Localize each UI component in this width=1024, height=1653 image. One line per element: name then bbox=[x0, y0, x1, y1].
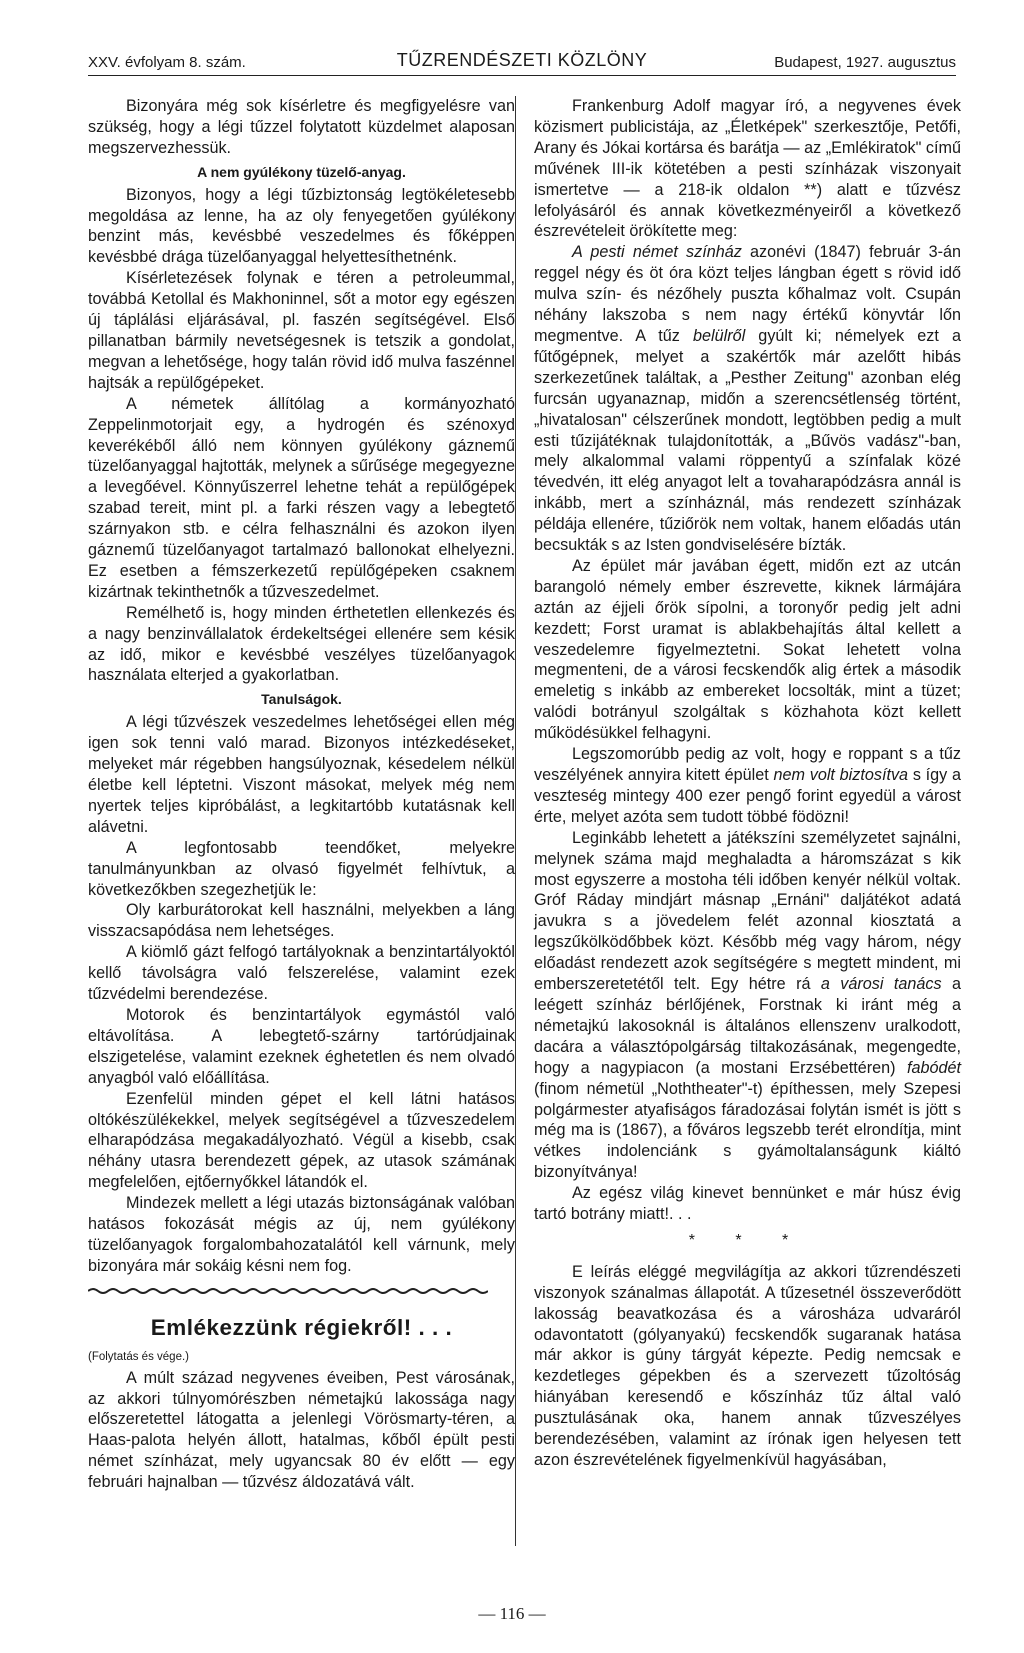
paragraph: Az egész világ kinevet bennünket e már húsz évig tartó botrány miatt!. . . bbox=[534, 1184, 961, 1224]
issue-number: XXV. évfolyam 8. szám. bbox=[88, 54, 246, 71]
paragraph-quote bbox=[534, 744, 961, 828]
text-run: azonévi (1847) február 3-án reggel négy és öt óra közt teljes lángban égett s rövid idő mulva szín- és nézőhely puszta kőhalmaz volt. Csupán néhány lakszoba s nem nagy értékű könyvtár lőn megmentve. A tűz bbox=[534, 243, 961, 345]
section-title: Emlékezzünk régiekről! . . . bbox=[150, 1314, 453, 1340]
paragraph: Bizonyos, hogy a légi tűzbiztonság legtökéletesebb megoldása az lenne, ha az oly fenyegetően gyúlékony benzint más, kevésbbé veszedelmes és főképpen kevésbbé drága tüzelőanyaggal helyettesíthetnénk. bbox=[88, 185, 515, 267]
left-column bbox=[88, 96, 515, 1493]
italic-text: nem volt biztosítva bbox=[773, 766, 909, 784]
wavy-divider bbox=[88, 1287, 515, 1295]
paragraph: A legfontosabb teendőket, melyekre tanulmányunkban az olvasó figyelmét felhívtuk, a következőkben szegezhetjük le: bbox=[88, 838, 515, 899]
paragraph: Bizonyára még sok kísérletre és megfigyelésre van szükség, hogy a légi tűzzel folytatott küzdelmet alaposan megszervezhessük. bbox=[88, 97, 515, 157]
right-column bbox=[534, 96, 961, 1471]
text-run: Legszomorúbb pedig az volt, hogy e roppant s a tűz veszélyének annyira kitett épület bbox=[534, 745, 961, 784]
text-run: a leégett színház bérlőjének, Forstnak ki iránt még a németajkú lakosoknál is általános ellenszenv uralkodott, dacára a választópolgárság tiltakozásának, megengedte, hogy a nagypiacon (a mostani Erzsébettéren) bbox=[534, 975, 962, 1077]
text-run: (finom németül „Noththeater"-t) építhessen, mely Szepesi polgármester atyafiságos fáradozásai folytán ismét is jött s még ma is (1867), a főváros legszebb terét elrondítja, mint vétkes indolenciánk s gyámoltalanságunk kiáltó bizonyítványa! bbox=[534, 1079, 961, 1182]
paragraph: Mindezek mellett a légi utazás biztonságának valóban hatásos fokozását mégis az új, nem gyúlékony tüzelőanyagok forgalombahozatalától kell várnunk, mely bizonyára már sokáig késni nem fog. bbox=[88, 1194, 515, 1275]
paragraph: Motorok és benzintartályok egymástól való eltávolítása. A lebegtető-szárny tartórúdjainak elszigetelése, valamint ezeknek éghetetlen és nem olvadó anyagból való előállítása. bbox=[88, 1005, 515, 1087]
paragraph: Remélhető is, hogy minden érthetetlen ellenkezés és a nagy benzinvállalatok érdekeltségei ellenére sem késik az idő, mikor e kevésbbé veszélyes tüzelőanyagok használata elterjed a gyakorlatban. bbox=[88, 603, 515, 685]
section-break-stars: * * * bbox=[688, 1231, 807, 1249]
paragraph: E leírás eléggé megvilágítja az akkori tűzrendészeti viszonyok szánalmas állapotát. A tűzesetnél összeverődött lakosság beavatkozása és a városháza udvaráról odavontatott (gólyanyakú) fecskendők sugaranak hatása már akkor is gúny tárgyát képezte. Pedig nemcsak e kezdetleges gépekben és a szervezett tűzoltóság hiányában keresendő e kőszínház tűz által való pusztulásának oka, hanem annak tűzveszélyes berendezésében, valamint az írónak igen helyesen tett azon észrevételének figyelmenkívül hagyásában, bbox=[534, 1262, 961, 1469]
text-run: Leginkább lehetett a játékszíni személyzetet sajnálni, melynek száma majd meghaladta a háromszázat s kik most egyszerre a mostoha téli időben kenyér nélkül voltak. Gróf Ráday mindjárt másnap „Ernáni" daljátékot adatá javukra s a jövedelem felét azonnal kiosztatá a legszűkölködőbbek közt. Később még vagy három, négy előadást rendezett azok segítségére s megtett mindent, mi emberszeretetétől telt. Egy hétre rá bbox=[534, 828, 961, 994]
paragraph: Frankenburg Adolf magyar író, a negyvenes évek közismert publicistája, az „Életképek" szerkesztője, Petőfi, Arany és Jókai kortársa és barátja — az „Emlékiratok" című művének III-ik kötetében a pesti színházak viszonyait ismertetve — a 218-ik oldalon **) alatt e tűzvész lefolyásáról és annak következményeiről a következő észrevételeit örökítette meg: bbox=[534, 97, 961, 241]
paragraph: Ezenfelül minden gépet el kell látni hatásos oltókészülékekkel, melyek segítségével a tűzveszedelem elharapódzása megakadályozható. Végül a kisebb, csak néhány utasra berendezett gépek, az utasok számának megfelelően, ejtőernyőkkel látandók el. bbox=[88, 1089, 515, 1192]
paragraph-quote bbox=[534, 828, 961, 1183]
paragraph: Az épület már javában égett, midőn ezt az utcán barangoló némely ember észrevette, kiknek lármájára aztán az éjjeli őrök sípolni, a toronyőr pedig jelt adni kezdett; Forst uramat is ablakbehajítás által kellett a veszedelemre figyelmeztetni. Sokat lehetett volna megmenteni, de a városi fecskendők alig értek a második emeletig s inkább az embereket locsolták, mint a tüzet; valódi botrányul szolgáltak s közhahota közt kellett működésükkel felhagyni. bbox=[534, 556, 961, 743]
paragraph: A kiömlő gázt felfogó tartályoknak a benzintartályoktól kellő távolságra való felszerelése, valamint ezek tűzvédelmi berendezése. bbox=[88, 943, 515, 1004]
page-number: — 116 — bbox=[478, 1604, 546, 1623]
paragraph: Kísérletezések folynak e téren a petroleummal, továbbá Ketollal és Makhoninnel, sőt a motor egy egészen új táplálási eljárásával, pl. faszén segítségével. Első pillanatban bármily nevetségesnek is tetszik a gondolat, megvan a lehetősége, hogy talán rövid idő mulva faszénnel hajtsák a repülőgépeket. bbox=[88, 269, 515, 392]
subheading: Tanulságok. bbox=[261, 691, 342, 708]
paragraph: A múlt század negyvenes éveiben, Pest városának, az akkori túlnyomórészben németajkú lakossága nagy előszeretettel látogatta a jelenlegi Vörösmarty-téren, a Haas-palota helyén állott, hatalmas, kőből épült pesti német színházat, mely ugyancsak 80 év előtt — egy februári hajnalban — tűzvész áldozatává vált. bbox=[88, 1368, 515, 1492]
italic-text: A pesti német színház bbox=[572, 243, 742, 262]
subheading: A nem gyúlékony tüzelő-anyag. bbox=[197, 163, 406, 180]
paragraph: A légi tűzvészek veszedelmes lehetőségei ellen még igen sok tenni való marad. Bizonyos intézkedéseket, melyeket már régebben hangsúlyoznak, késedelem nélkül életbe kell léptetni. Viszont másokat, melyek még nem nyertek teljes kipróbálást, a legkitartóbb kutatásnak kell alávetni. bbox=[88, 713, 515, 836]
italic-text: fabódét bbox=[906, 1058, 961, 1077]
paragraph: Oly karburátorokat kell használni, melyekben a láng visszacsapódása nem lehetséges. bbox=[88, 901, 515, 941]
continuation-note: (Folytatás és vége.) bbox=[88, 1350, 189, 1363]
text-run: gyúlt ki; némelyek ezt a fűtőgépnek, melyet a szakértők már azelőtt hibás szerkezetűnek találtak, a „Pesther Zeitung" azonban elég furcsán ugyanaznap, midőn a szerencsétlenség történt, „hivatalosan" célszerűnek mondott, legtöbben pedig a mult esti tűzijátéknak tulajdonították, a „Bűvös vadász"-ban, mely alkalommal valami röppentyű a színfalak közé tévedvén, itt elég anyagot lelt a tovaharapódzásra annál is inkább, mert a színháznál, más rendezett színházak példája ellenére, tűziőrök nem voltak, hanem előadás után becsukták s az Isten gondviselésére bízták. bbox=[534, 326, 961, 555]
column-divider bbox=[515, 96, 516, 1546]
paragraph-quote bbox=[534, 242, 961, 556]
running-header bbox=[88, 50, 956, 76]
italic-text: belülről bbox=[693, 326, 746, 345]
text-run: s így a veszteség mintegy 400 ezer pengő forint egyedül a várost érte, melyet azóta sem tudott többé födözni! bbox=[534, 766, 962, 826]
header-rule bbox=[88, 75, 956, 76]
place-date: Budapest, 1927. augusztus bbox=[774, 54, 956, 71]
italic-text: a városi tanács bbox=[820, 975, 942, 994]
paragraph: A németek állítólag a kormányozható Zeppelinmotorjait egy, a hydrogén és szénoxyd keverékéből álló nem könnyen gyúlékony gáznemű tüzelőanyaggal hajtották, melynek a sűrűsége megegyezne a levegőével. Könnyűszerrel lehetne tehát a repülőgépek szabad tereit, mint pl. a farki részen vagy a lebegtető szárnyakon stb. e célra felhasználni és azokon ilyen gáznemű tüzelőanyagot tartalmazó ballonokat elhelyezni. Ez esetben a fémszerkezetű repülőgépeken csaknem kizártnak tekinthetnők a tűzveszedelmet. bbox=[88, 394, 515, 601]
journal-title: TŰZRENDÉSZETI KÖZLÖNY bbox=[396, 50, 648, 70]
